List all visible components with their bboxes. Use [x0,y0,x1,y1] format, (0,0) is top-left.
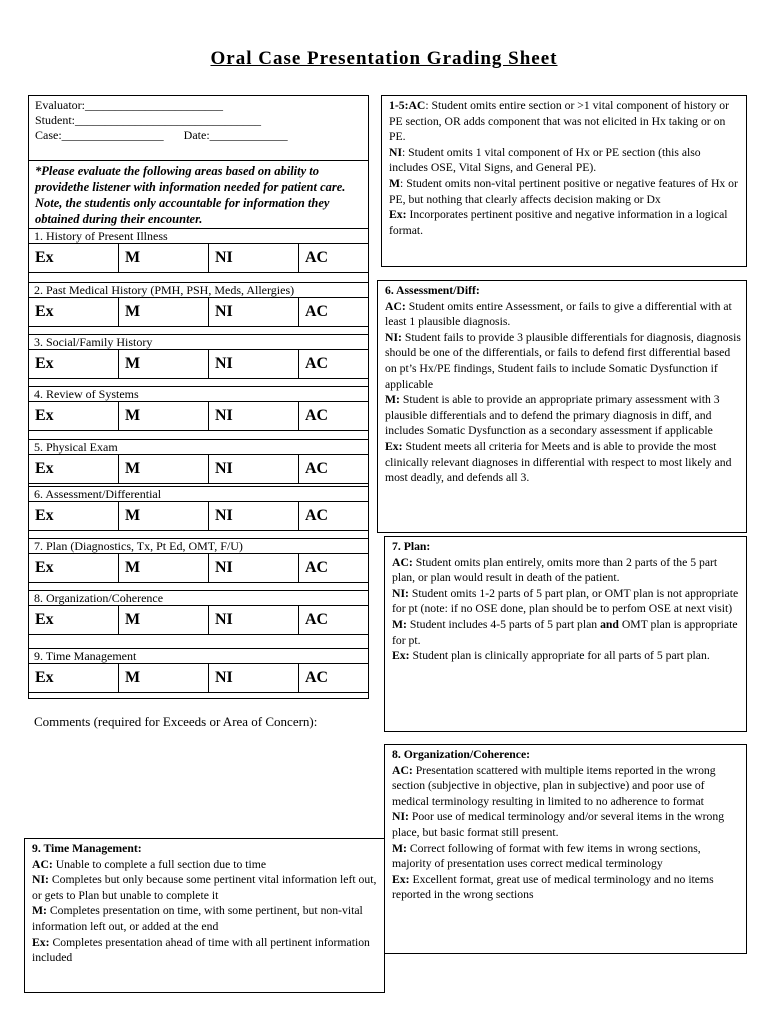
m-text: : Student omits non-vital pertinent positive or negative features of Hx or PE, but nothing that clearly affects decision making or Dx [389,176,738,206]
grade-option-ni[interactable]: NI [209,402,299,430]
rubric-box-organization [384,744,747,954]
section-ros [29,386,368,431]
grade-option-ni[interactable]: NI [209,455,299,483]
ac-text: Student omits entire Assessment, or fails to give a differential with at least 1 plausible diagnosis. [385,299,732,329]
ni-label: NI: [32,873,49,887]
m-label: M: [392,841,407,855]
grade-option-ex[interactable]: Ex [29,350,119,378]
grade-option-ni[interactable]: NI [209,350,299,378]
ex-label: Ex: [32,935,50,949]
ni-text: Poor use of medical terminology and/or several items in the wrong place, but basic format still present. [392,810,725,839]
ex-text: Student plan is clinically appropriate for all parts of 5 part plan. [409,649,710,663]
section-label: 2. Past Medical History (PMH, PSH, Meds, Allergies) [29,282,368,297]
m-text-cont: OMT plan is appropriate for pt. [392,617,738,647]
section-plan [29,538,368,583]
grade-option-ac[interactable]: AC [305,460,329,477]
grade-row [29,349,368,379]
m-label: M: [392,617,407,631]
rubric-heading: 9. Time Management: [32,842,142,855]
m-label: M: [385,393,400,407]
section-pmh [29,282,368,327]
grade-option-ac[interactable]: AC [305,355,329,372]
grade-row [29,454,368,484]
grade-option-ni[interactable]: NI [209,606,299,634]
grade-option-ni[interactable]: NI [209,298,299,326]
section-label: 4. Review of Systems [29,386,368,401]
m-text: Student includes 4-5 parts of 5 part plan [406,617,601,631]
section-label: 8. Organization/Coherence [29,590,368,605]
ni-text: Student fails to provide 3 plausible differentials for diagnosis, diagnosis should be one of the differentials, or fails to defend first differential based on pt’s Hx/PE findings, Student fails to include Somatic Dysfunction if applicable [385,330,741,391]
ac-label: AC: [392,763,413,777]
rubric-tag: 1-5: [389,99,409,112]
grade-option-ac[interactable]: AC [305,559,329,576]
rubric-box-assessment [377,280,747,533]
instructions: *Please evaluate the following areas based on ability to providethe listener with information needed for patient care. Note, the studentis only accountable for information they obtained during their encounter. [29,160,368,322]
page-title: Oral Case Presentation Grading Sheet [210,48,558,69]
section-assessment [29,486,368,531]
ex-label: Ex: [389,208,407,222]
grade-option-ex[interactable]: Ex [29,502,119,530]
ni-label: NI: [392,810,409,824]
grade-option-ni[interactable]: NI [209,664,299,692]
m-text: Correct following of format with few items in wrong sections, majority of presentation uses correct medical terminology [392,841,701,871]
comments-label: Comments (required for Exceeds or Area of Concern): [34,714,318,729]
case-field[interactable]: Case:_________________ [35,128,164,142]
evaluator-field[interactable]: Evaluator:_______________________ [35,98,223,112]
section-label: 3. Social/Family History [29,334,368,349]
section-time-management [29,648,368,693]
rubric-box-1-5 [381,95,747,267]
grade-option-ex[interactable]: Ex [29,554,119,582]
ac-label: AC [408,99,426,112]
ac-text: Student omits plan entirely, omits more than 2 parts of the 5 part plan, or plan would result in death of the patient. [392,555,718,585]
grade-row [29,663,368,693]
section-physical-exam [29,439,368,484]
grade-option-ex[interactable]: Ex [29,244,119,272]
ex-text: Completes presentation ahead of time with all pertinent information included [32,935,370,965]
grade-row [29,553,368,583]
m-text: Completes presentation on time, with some pertinent, but non-vital information left out, or added at the end [32,904,363,933]
ac-text: Unable to complete a full section due to time [52,857,267,871]
ni-text: : Student omits 1 vital component of Hx or PE section (this also includes OSE, Vital Signs, and General PE). [389,145,701,175]
section-label: 1. History of Present Illness [29,228,368,243]
section-organization [29,590,368,635]
ex-text: Incorporates pertinent positive and negative information in a logical format. [389,208,728,237]
rubric-box-time [24,838,385,993]
grade-option-ac[interactable]: AC [305,669,329,686]
evaluator-info [35,98,288,143]
grade-option-ac[interactable]: AC [305,249,329,266]
grade-option-ex[interactable]: Ex [29,664,119,692]
ex-label: Ex: [385,439,403,453]
ni-label: NI: [385,330,402,344]
case-date-line [35,128,288,143]
grade-option-ex[interactable]: Ex [29,606,119,634]
grade-option-m[interactable]: M [119,664,209,692]
m-label: M [389,176,401,190]
grade-option-ex[interactable]: Ex [29,298,119,326]
m-and: and [600,617,619,631]
grade-row [29,605,368,635]
ac-text: Presentation scattered with multiple items reported in the wrong section (subjective in objective, plan in subjective) and poor use of medical terminology resulting in limited to no adherence to format [392,763,716,808]
ni-label: NI: [392,586,409,600]
ac-label: AC: [385,299,406,313]
m-text: Student is able to provide an appropriate primary assessment with 3 plausible differentials and to defend the primary diagnosis in diff, and includes Somatic Dysfunction as a secondary assessment if applicable [385,393,720,438]
grade-option-m[interactable]: M [119,350,209,378]
grade-option-m[interactable]: M [119,502,209,530]
grade-option-m[interactable]: M [119,554,209,582]
ex-text: Excellent format, great use of medical terminology and no items reported in the wrong sections [392,872,714,902]
rubric-box-plan [384,536,747,732]
rubric-heading: 7. Plan: [392,540,431,553]
grade-option-ex[interactable]: Ex [29,455,119,483]
ac-label: AC: [392,555,413,569]
ex-label: Ex: [392,872,410,886]
ni-text: Completes but only because some pertinent vital information left out, or gets to Plan but unable to complete it [32,873,377,902]
student-field[interactable]: Student:_______________________________ [35,113,262,127]
grade-row [29,401,368,431]
grade-option-ex[interactable]: Ex [29,402,119,430]
rubric-heading: 6. Assessment/Diff: [385,284,480,297]
rubric-heading: 8. Organization/Coherence: [392,748,531,761]
grade-option-m[interactable]: M [119,244,209,272]
ni-text: Student omits 1-2 parts of 5 part plan, or OMT plan is not appropriate for pt (note: if no OSE done, plan should be to perfom OSE at next visit) [392,586,739,616]
grading-form [28,95,369,699]
grade-row [29,297,368,327]
grade-option-ni[interactable]: NI [209,554,299,582]
ac-label: AC: [32,857,53,871]
ex-text: Student meets all criteria for Meets and is able to provide the most clinically relevant diagnoses in differential with respect to most likely and most deadly, and defends all 3. [385,439,732,485]
grade-option-ac[interactable]: AC [305,407,329,424]
grade-option-m[interactable]: M [119,402,209,430]
grade-row [29,501,368,531]
section-label: 9. Time Management [29,648,368,663]
section-label: 6. Assessment/Differential [29,486,368,501]
grade-option-m[interactable]: M [119,606,209,634]
grade-option-ni[interactable]: NI [209,502,299,530]
ac-text: : Student omits entire section or >1 vital component of history or PE section, OR adds component that was not elicited in Hx taking or on PE. [389,99,729,144]
section-hpi [29,228,368,273]
ex-label: Ex: [392,649,410,663]
section-social-family [29,334,368,379]
grade-option-ac[interactable]: AC [305,507,329,524]
grade-option-ni[interactable]: NI [209,244,299,272]
grade-option-m[interactable]: M [119,298,209,326]
date-field[interactable]: Date:_____________ [183,128,288,142]
m-label: M: [32,904,47,918]
grade-row [29,243,368,273]
ni-label: NI [389,145,402,159]
grade-option-m[interactable]: M [119,455,209,483]
grade-option-ac[interactable]: AC [305,303,329,320]
section-label: 7. Plan (Diagnostics, Tx, Pt Ed, OMT, F/U) [29,538,368,553]
section-label: 5. Physical Exam [29,439,368,454]
grade-option-ac[interactable]: AC [305,611,329,628]
